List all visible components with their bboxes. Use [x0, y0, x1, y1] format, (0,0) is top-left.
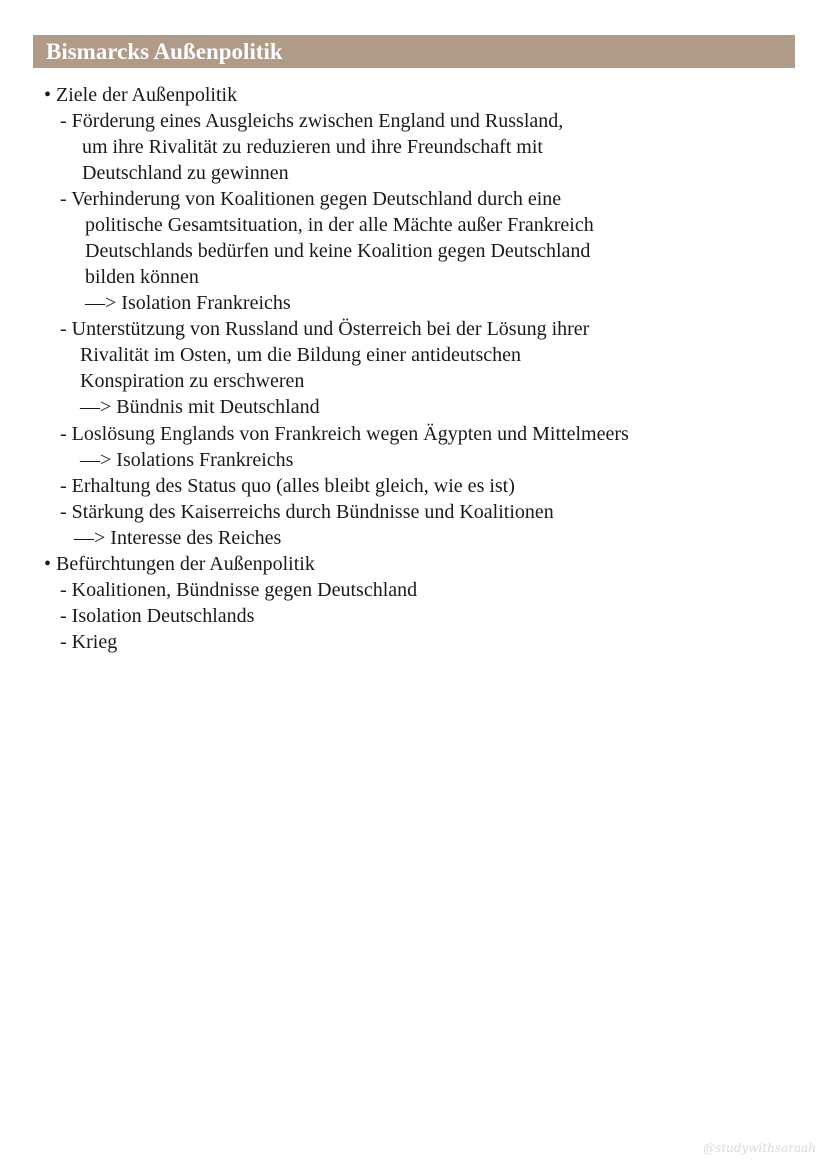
list-item-line: Konspiration zu erschweren	[80, 370, 305, 392]
list-item-line: - Erhaltung des Status quo (alles bleibt gleich, wie es ist)	[60, 475, 515, 497]
result-arrow-line: —> Interesse des Reiches	[74, 527, 282, 549]
list-item-line: - Koalitionen, Bündnisse gegen Deutschland	[60, 579, 418, 601]
list-item-line: - Krieg	[60, 631, 118, 653]
title-bar	[33, 35, 795, 68]
list-item-line: bilden können	[85, 266, 199, 288]
result-arrow-line: —> Isolations Frankreichs	[80, 449, 294, 471]
list-item-line: - Verhinderung von Koalitionen gegen Deutschland durch eine	[60, 188, 562, 210]
list-item-line: Deutschlands bedürfen und keine Koalition gegen Deutschland	[85, 240, 591, 262]
bullet-heading-ziele: • Ziele der Außenpolitik	[44, 84, 238, 106]
list-item-line: - Förderung eines Ausgleichs zwischen England und Russland,	[60, 110, 564, 132]
list-item-line: Rivalität im Osten, um die Bildung einer antideutschen	[80, 344, 522, 366]
page-title: Bismarcks Außenpolitik	[46, 39, 283, 64]
list-item-line: Deutschland zu gewinnen	[82, 162, 289, 184]
result-arrow-line: —> Isolation Frankreichs	[85, 292, 291, 314]
list-item-line: - Unterstützung von Russland und Österreich bei der Lösung ihrer	[60, 318, 590, 340]
list-item-line: politische Gesamtsituation, in der alle Mächte außer Frankreich	[85, 214, 594, 236]
list-item-line: - Isolation Deutschlands	[60, 605, 255, 627]
list-item-line: - Stärkung des Kaiserreichs durch Bündnisse und Koalitionen	[60, 501, 554, 523]
list-item-line: - Loslösung Englands von Frankreich wegen Ägypten und Mittelmeers	[60, 423, 629, 445]
bullet-heading-befuerchtungen: • Befürchtungen der Außenpolitik	[44, 553, 315, 575]
result-arrow-line: —> Bündnis mit Deutschland	[80, 396, 320, 418]
watermark: @studywithsaraah	[703, 1141, 816, 1155]
list-item-line: um ihre Rivalität zu reduzieren und ihre Freundschaft mit	[82, 136, 543, 158]
